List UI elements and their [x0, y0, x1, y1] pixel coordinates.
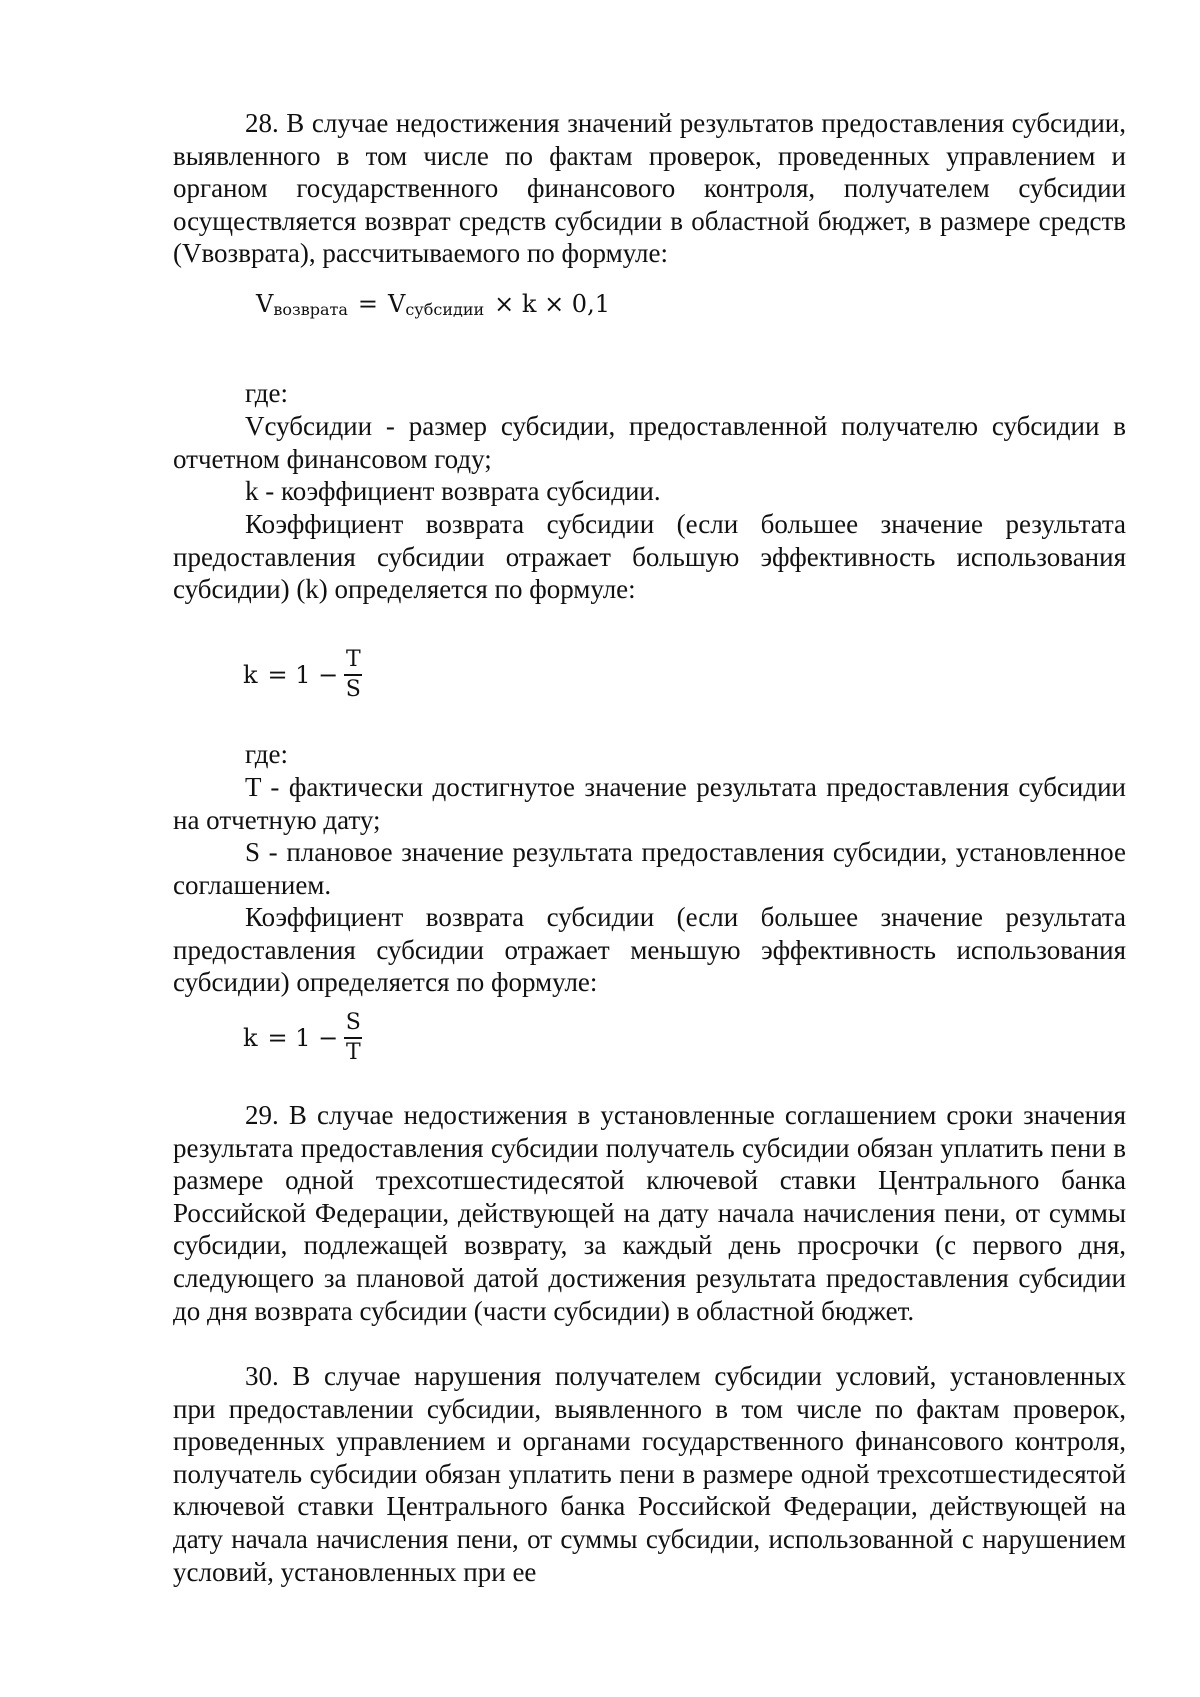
- definition-v-subsidy: Vсубсидии - размер субсидии, предоставленной получателю субсидии в отчетном финансовом году;: [173, 411, 1126, 474]
- where-label-1: где:: [245, 378, 288, 408]
- where-label-2: где:: [245, 739, 288, 769]
- fraction-bar: [344, 674, 362, 676]
- formula3-numerator: S: [345, 1010, 361, 1035]
- formula3-denominator: T: [345, 1040, 361, 1065]
- definition-t: T - фактически достигнутое значение результата предоставления субсидии на отчетную дату;: [173, 772, 1126, 835]
- formula2-fraction: [344, 647, 362, 703]
- formula-eq: =: [357, 289, 378, 318]
- definition-s: S - плановое значение результата предоставления субсидии, установленное соглашением.: [173, 837, 1126, 900]
- paragraph-30: 30. В случае нарушения получателем субсидии условий, установленных при предоставлении субсидии, выявленного в том числе по фактам проверок, проведенных управлением и органами государственного финансового контроля, получатель субсидии обязан уплатить пени в размере одной трехсотшестидесятой ключевой ставки Центрального банка Российской Федерации, действующей на дату начала начисления пени, от суммы субсидии, использованной с нарушением условий, установленных при ее: [173, 1361, 1126, 1587]
- formula-v: V: [388, 289, 406, 318]
- formula2-numerator: T: [345, 647, 361, 672]
- fraction-bar: [344, 1037, 362, 1039]
- formula-k-s-over-t: [243, 1000, 543, 1076]
- formula-lhs-sub: возврата: [273, 299, 348, 319]
- formula-lhs: V: [256, 289, 274, 318]
- formula3-lhs: k: [243, 1023, 258, 1052]
- formula2-denominator: S: [345, 677, 361, 702]
- formula-v-sub: субсидии: [405, 299, 485, 319]
- formula2-lhs: k: [243, 660, 258, 689]
- formula2-eq: = 1 −: [267, 660, 339, 689]
- coefficient-paragraph-1: Коэффициент возврата субсидии (если большее значение результата предоставления субсидии отражает большую эффективность использования субсидии) (k) определяется по формуле:: [173, 509, 1126, 605]
- definition-k: k - коэффициент возврата субсидии.: [245, 476, 661, 506]
- coefficient-paragraph-2: Коэффициент возврата субсидии (если большее значение результата предоставления субсидии отражает меньшую эффективность использования субсидии) определяется по формуле:: [173, 902, 1126, 998]
- formula-return-volume: [256, 282, 756, 326]
- paragraph-28: 28. В случае недостижения значений результатов предоставления субсидии, выявленного в том числе по фактам проверок, проведенных управлением и органом государственного финансового контроля, получателем субсидии осуществляется возврат средств субсидии в областной бюджет, в размере средств (Vвозврата), рассчитываемого по формуле:: [173, 108, 1126, 269]
- paragraph-29: 29. В случае недостижения в установленные соглашением сроки значения результата предоставления субсидии получатель субсидии обязан уплатить пени в размере одной трехсотшестидесятой ключевой ставки Центрального банка Российской Федерации, действующей на дату начала начисления пени, от суммы субсидии, подлежащей возврату, за каждый день просрочки (с первого дня, следующего за плановой датой достижения результата предоставления субсидии до дня возврата субсидии (части субсидии) в областной бюджет.: [173, 1100, 1126, 1326]
- formula-k-t-over-s: [243, 637, 543, 713]
- formula3-eq: = 1 −: [267, 1023, 339, 1052]
- formula-rest: × k × 0,1: [494, 289, 610, 318]
- formula3-fraction: [344, 1010, 362, 1066]
